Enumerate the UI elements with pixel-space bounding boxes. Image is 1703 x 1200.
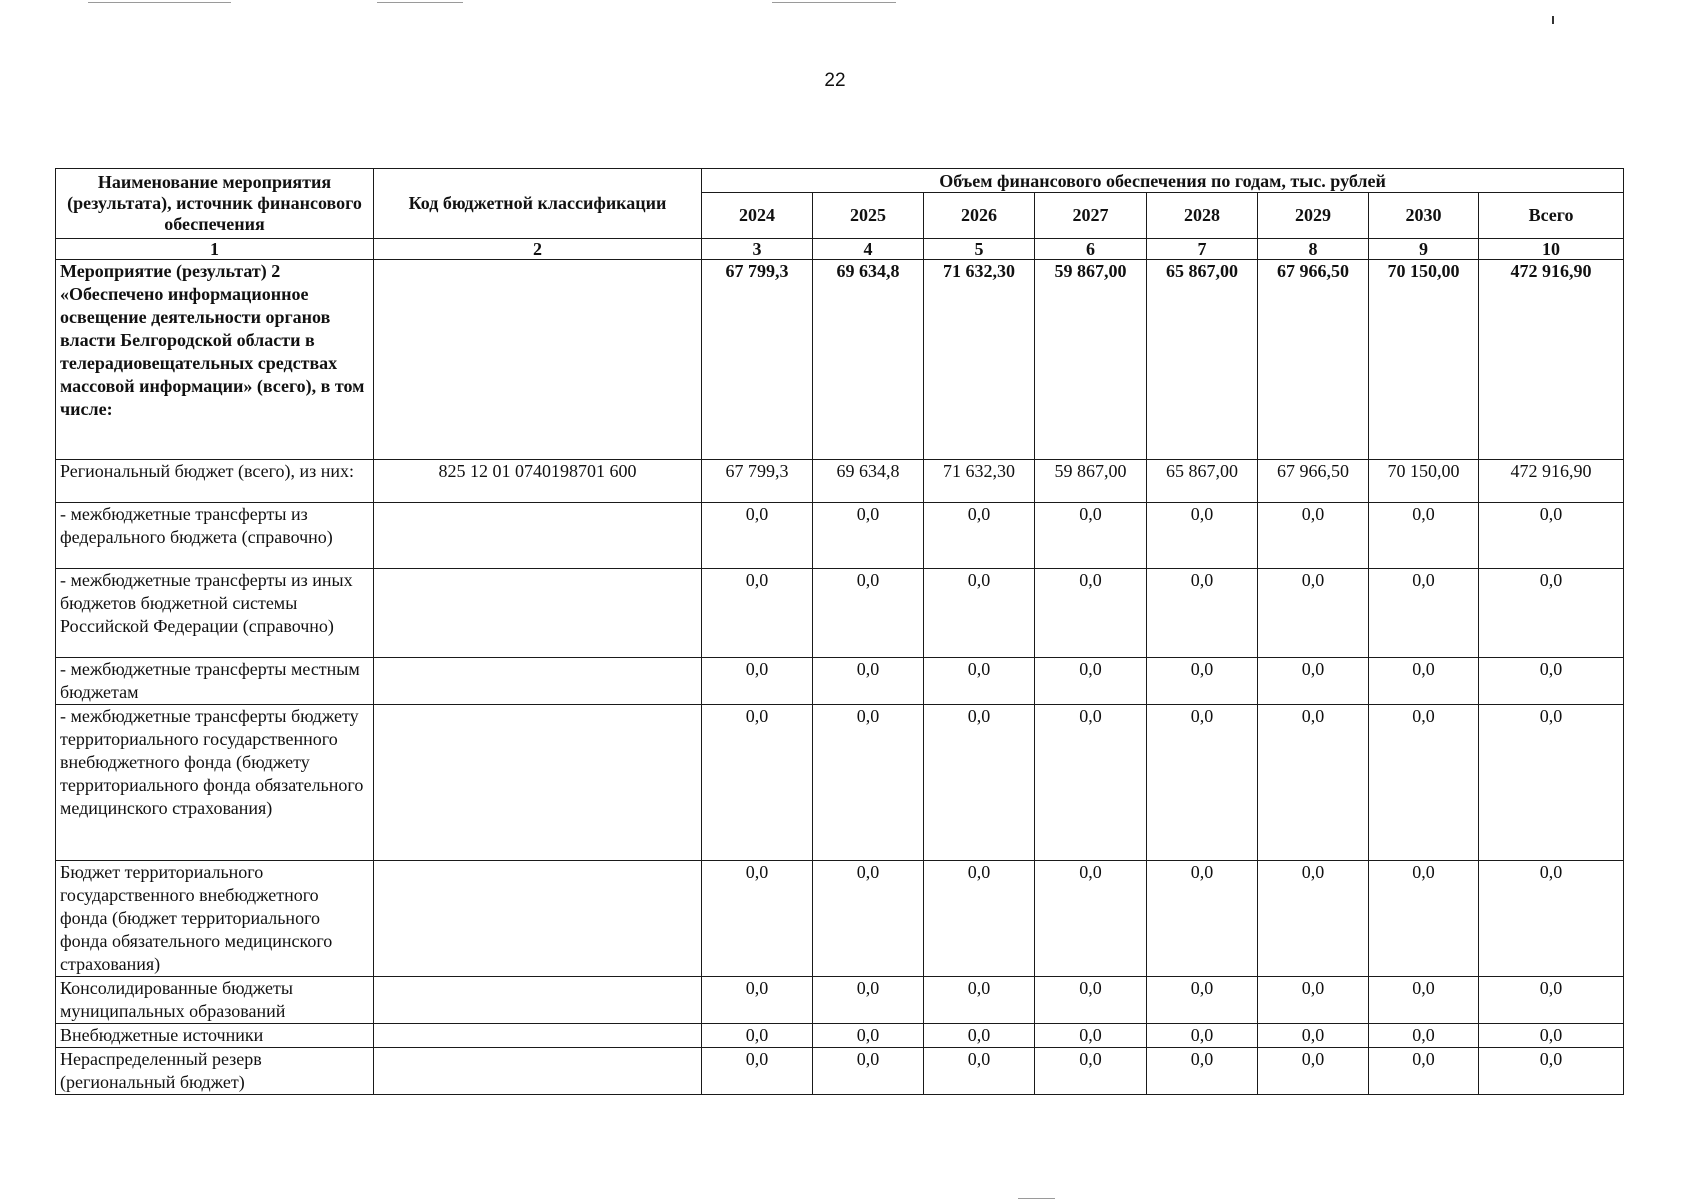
row-value: 0,0 (1479, 1024, 1624, 1048)
row-code (374, 977, 702, 1024)
row-value: 0,0 (924, 569, 1035, 658)
row-value: 0,0 (702, 1024, 813, 1048)
row-name: - межбюджетные трансферты из иных бюджетов бюджетной системы Российской Федерации (справочно) (56, 569, 374, 658)
row-value: 0,0 (813, 569, 924, 658)
column-number: 3 (702, 239, 813, 260)
row-value: 0,0 (1035, 503, 1147, 569)
header-row-top (56, 169, 1624, 193)
row-value: 0,0 (1147, 977, 1258, 1024)
row-value: 0,0 (702, 658, 813, 705)
row-value: 0,0 (702, 861, 813, 977)
column-number: 1 (56, 239, 374, 260)
row-value: 472 916,90 (1479, 460, 1624, 503)
header-code: Код бюджетной классификации (374, 169, 702, 239)
row-code (374, 260, 702, 460)
row-name: - межбюджетные трансферты бюджету территориального государственного внебюджетного фонда (бюджету территориального фонда обязательного медицинского страхования) (56, 705, 374, 861)
page-number: 22 (824, 70, 846, 91)
row-name: Нераспределенный резерв (региональный бюджет) (56, 1048, 374, 1095)
row-value: 67 966,50 (1258, 260, 1369, 460)
row-value: 65 867,00 (1147, 260, 1258, 460)
row-value: 71 632,30 (924, 460, 1035, 503)
scan-artifact-line (772, 2, 896, 3)
table-row (56, 977, 1624, 1024)
row-value: 0,0 (1147, 861, 1258, 977)
table-row (56, 569, 1624, 658)
row-value: 0,0 (924, 861, 1035, 977)
row-value: 0,0 (1258, 1048, 1369, 1095)
row-value: 0,0 (1147, 1048, 1258, 1095)
table-row (56, 1024, 1624, 1048)
header-year: 2029 (1258, 193, 1369, 239)
row-value: 0,0 (924, 977, 1035, 1024)
row-value: 0,0 (1258, 658, 1369, 705)
row-value: 0,0 (702, 977, 813, 1024)
row-value: 59 867,00 (1035, 460, 1147, 503)
row-value: 0,0 (1258, 1024, 1369, 1048)
table-row (56, 1048, 1624, 1095)
scan-artifact-line (1018, 1198, 1055, 1199)
row-name: Бюджет территориального государственного внебюджетного фонда (бюджет территориального фонда обязательного медицинского страхования) (56, 861, 374, 977)
row-value: 67 799,3 (702, 260, 813, 460)
header-name: Наименование мероприятия (результата), источник финансового обеспечения (56, 169, 374, 239)
column-number: 9 (1369, 239, 1479, 260)
column-number: 8 (1258, 239, 1369, 260)
row-code (374, 569, 702, 658)
row-name: Мероприятие (результат) 2 «Обеспечено информационное освещение деятельности органов власти Белгородской области в телерадиовещательных средствах массовой информации» (всего), в том числе: (56, 260, 374, 460)
row-value: 69 634,8 (813, 260, 924, 460)
column-number: 5 (924, 239, 1035, 260)
row-value: 0,0 (1479, 658, 1624, 705)
column-number: 2 (374, 239, 702, 260)
row-value: 0,0 (1479, 503, 1624, 569)
row-value: 0,0 (813, 861, 924, 977)
row-value: 0,0 (1369, 569, 1479, 658)
row-value: 0,0 (813, 658, 924, 705)
row-code: 825 12 01 0740198701 600 (374, 460, 702, 503)
row-value: 70 150,00 (1369, 260, 1479, 460)
column-number: 10 (1479, 239, 1624, 260)
row-value: 0,0 (1258, 569, 1369, 658)
header-year: 2027 (1035, 193, 1147, 239)
row-value: 0,0 (1035, 861, 1147, 977)
column-numbers-row (56, 239, 1624, 260)
row-value: 0,0 (1258, 503, 1369, 569)
row-value: 0,0 (1035, 658, 1147, 705)
row-value: 0,0 (1147, 569, 1258, 658)
row-value: 0,0 (813, 1024, 924, 1048)
row-value: 0,0 (1035, 705, 1147, 861)
table-row (56, 260, 1624, 460)
row-value: 0,0 (924, 503, 1035, 569)
row-value: 0,0 (1369, 861, 1479, 977)
column-number: 4 (813, 239, 924, 260)
row-name: - межбюджетные трансферты из федерального бюджета (справочно) (56, 503, 374, 569)
row-value: 0,0 (813, 503, 924, 569)
row-value: 0,0 (1147, 705, 1258, 861)
column-number: 6 (1035, 239, 1147, 260)
row-value: 0,0 (1147, 658, 1258, 705)
row-value: 0,0 (813, 1048, 924, 1095)
row-value: 59 867,00 (1035, 260, 1147, 460)
row-code (374, 503, 702, 569)
table-row (56, 503, 1624, 569)
table-body (56, 260, 1624, 1095)
row-code (374, 705, 702, 861)
row-name: Внебюджетные источники (56, 1024, 374, 1048)
row-value: 67 799,3 (702, 460, 813, 503)
row-value: 65 867,00 (1147, 460, 1258, 503)
row-value: 0,0 (702, 1048, 813, 1095)
row-value: 0,0 (702, 705, 813, 861)
header-volume: Объем финансового обеспечения по годам, тыс. рублей (702, 169, 1624, 193)
scan-artifact-mark (1552, 16, 1554, 24)
financing-table (55, 168, 1624, 1095)
row-value: 0,0 (1369, 1024, 1479, 1048)
row-code (374, 861, 702, 977)
table-row (56, 705, 1624, 861)
row-value: 0,0 (924, 1048, 1035, 1095)
row-value: 0,0 (1147, 1024, 1258, 1048)
row-value: 0,0 (1369, 503, 1479, 569)
row-code (374, 1048, 702, 1095)
row-name: - межбюджетные трансферты местным бюджетам (56, 658, 374, 705)
table-row (56, 861, 1624, 977)
row-value: 472 916,90 (1479, 260, 1624, 460)
row-value: 0,0 (924, 658, 1035, 705)
row-value: 70 150,00 (1369, 460, 1479, 503)
column-number: 7 (1147, 239, 1258, 260)
header-year: Всего (1479, 193, 1624, 239)
table-row (56, 658, 1624, 705)
row-value: 0,0 (1035, 977, 1147, 1024)
row-value: 0,0 (1369, 705, 1479, 861)
header-year: 2025 (813, 193, 924, 239)
row-value: 0,0 (1147, 503, 1258, 569)
row-value: 0,0 (813, 977, 924, 1024)
row-code (374, 1024, 702, 1048)
row-value: 0,0 (1035, 569, 1147, 658)
row-value: 0,0 (1479, 861, 1624, 977)
row-value: 0,0 (1258, 705, 1369, 861)
row-value: 0,0 (1369, 977, 1479, 1024)
row-value: 0,0 (1369, 1048, 1479, 1095)
header-year: 2026 (924, 193, 1035, 239)
row-value: 0,0 (702, 569, 813, 658)
row-name: Региональный бюджет (всего), из них: (56, 460, 374, 503)
table-row (56, 460, 1624, 503)
row-value: 0,0 (1258, 861, 1369, 977)
row-value: 0,0 (924, 705, 1035, 861)
scan-artifact-line (88, 2, 231, 3)
row-value: 0,0 (1369, 658, 1479, 705)
row-value: 0,0 (702, 503, 813, 569)
header-year: 2024 (702, 193, 813, 239)
row-value: 67 966,50 (1258, 460, 1369, 503)
row-value: 0,0 (1479, 977, 1624, 1024)
row-name: Консолидированные бюджеты муниципальных образований (56, 977, 374, 1024)
header-year: 2028 (1147, 193, 1258, 239)
row-value: 0,0 (1479, 705, 1624, 861)
row-value: 0,0 (1035, 1048, 1147, 1095)
row-value: 0,0 (1035, 1024, 1147, 1048)
row-value: 71 632,30 (924, 260, 1035, 460)
row-value: 0,0 (813, 705, 924, 861)
scan-artifact-line (377, 2, 463, 3)
row-value: 0,0 (1479, 569, 1624, 658)
row-value: 0,0 (1479, 1048, 1624, 1095)
header-year: 2030 (1369, 193, 1479, 239)
row-value: 0,0 (1258, 977, 1369, 1024)
row-value: 69 634,8 (813, 460, 924, 503)
row-value: 0,0 (924, 1024, 1035, 1048)
row-code (374, 658, 702, 705)
